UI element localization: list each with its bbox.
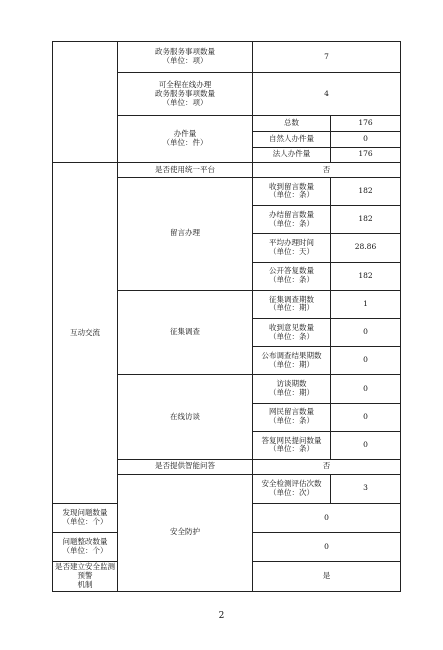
survey-results-value: 0 <box>331 347 401 375</box>
gov-service-table <box>52 41 401 592</box>
survey-label: 征集调查 <box>118 290 253 375</box>
page-number: 2 <box>218 611 225 621</box>
messages-avg-time-label: 平均办理时间 （单位：天） <box>253 234 331 262</box>
security-fixed-label: 问题整改数量 （单位：个） <box>53 533 118 562</box>
interview-questions-value: 0 <box>331 403 401 431</box>
security-fixed-value: 0 <box>253 533 401 562</box>
security-category: 安全防护 <box>118 474 253 591</box>
interview-label: 在线访谈 <box>118 375 253 460</box>
service-items-label: 政务服务事项数量 （单位：项） <box>118 42 253 73</box>
cases-total-label: 总数 <box>253 116 331 132</box>
interaction-category: 互动交流 <box>53 163 118 504</box>
survey-periods-value: 1 <box>331 290 401 318</box>
messages-closed-label: 办结留言数量 （单位：条） <box>253 206 331 234</box>
unified-platform-value: 否 <box>253 163 401 178</box>
messages-public-value: 182 <box>331 262 401 290</box>
security-checks-label: 安全检测评估次数 （单位：次） <box>253 474 331 503</box>
messages-closed-value: 182 <box>331 206 401 234</box>
smart-qa-label: 是否提供智能问答 <box>118 460 253 475</box>
online-items-label: 可全程在线办理 政务服务事项数量 （单位：项） <box>118 73 253 116</box>
cases-label: 办件量 （单位：件） <box>118 116 253 163</box>
interview-answers-label: 答复网民提问数量 （单位：条） <box>253 431 331 459</box>
cases-natural-value: 0 <box>331 131 401 147</box>
security-monitor-value: 是 <box>253 562 401 592</box>
interview-periods-value: 0 <box>331 375 401 403</box>
online-items-value: 4 <box>253 73 401 116</box>
messages-avg-time-value: 28.86 <box>331 234 401 262</box>
security-monitor-label: 是否建立安全监测预警 机制 <box>53 562 118 592</box>
interview-answers-value: 0 <box>331 431 401 459</box>
messages-public-label: 公开答复数量 （单位：条） <box>253 262 331 290</box>
category-cell-blank <box>53 42 118 163</box>
messages-label: 留言办理 <box>118 177 253 290</box>
interview-periods-label: 访谈期数 （单位：期） <box>253 375 331 403</box>
smart-qa-value: 否 <box>253 460 401 475</box>
messages-received-value: 182 <box>331 177 401 205</box>
cases-total-value: 176 <box>331 116 401 132</box>
security-issues-label: 发现问题数量 （单位：个） <box>53 503 118 532</box>
survey-opinions-label: 收到意见数量 （单位：条） <box>253 318 331 346</box>
survey-results-label: 公布调查结果期数 （单位：期） <box>253 347 331 375</box>
survey-periods-label: 征集调查期数 （单位：期） <box>253 290 331 318</box>
security-checks-value: 3 <box>331 474 401 503</box>
messages-received-label: 收到留言数量 （单位：条） <box>253 177 331 205</box>
unified-platform-label: 是否使用统一平台 <box>118 163 253 178</box>
survey-opinions-value: 0 <box>331 318 401 346</box>
interview-questions-label: 网民留言数量 （单位：条） <box>253 403 331 431</box>
cases-legal-label: 法人办件量 <box>253 147 331 163</box>
cases-natural-label: 自然人办件量 <box>253 131 331 147</box>
service-items-value: 7 <box>253 42 401 73</box>
security-issues-value: 0 <box>253 503 401 532</box>
cases-legal-value: 176 <box>331 147 401 163</box>
